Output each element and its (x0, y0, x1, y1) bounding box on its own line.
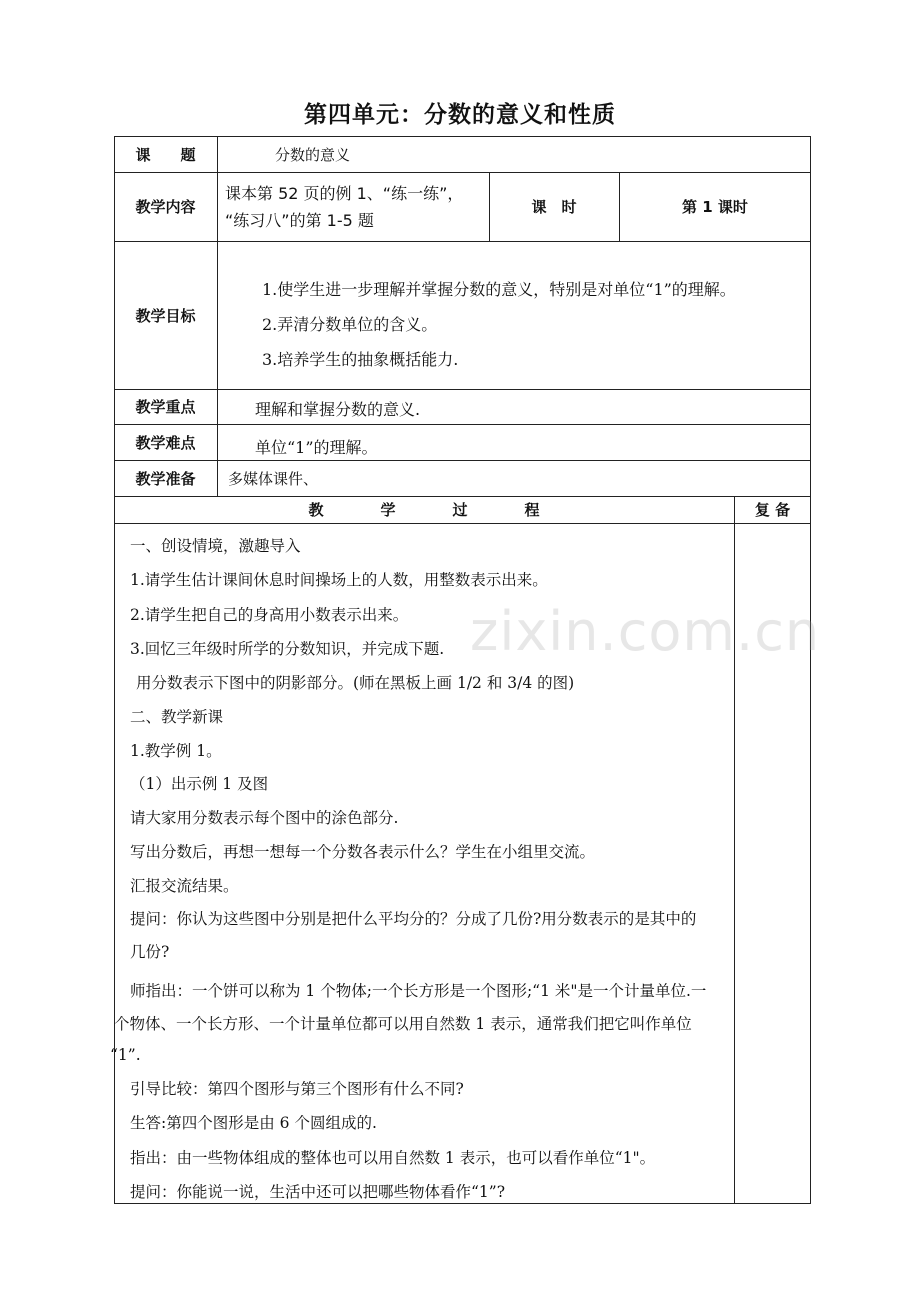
process-line: 用分数表示下图中的阴影部分。(师在黑板上画 1/2 和 3/4 的图) (136, 674, 575, 692)
process-line: 生答:第四个图形是由 6 个圆组成的. (130, 1114, 377, 1132)
process-line: 汇报交流结果。 (130, 877, 239, 895)
process-line: 一、创设情境，激趣导入 (130, 537, 301, 555)
content-value: 课本第 52 页的例 1、“练一练”， “练习八”的第 1-5 题 (225, 183, 464, 230)
page-title: 第四单元：分数的意义和性质 (304, 102, 616, 128)
process-line: （1）出示例 1 及图 (130, 775, 269, 793)
process-header: 教 学 过 程 (308, 501, 540, 519)
topic-value: 分数的意义 (275, 145, 351, 164)
process-line: 2.请学生把自己的身高用小数表示出来。 (130, 606, 409, 624)
key-label: 教学重点 (135, 398, 196, 416)
goals-label: 教学目标 (135, 306, 196, 325)
process-line: 引导比较：第四个图形与第三个图形有什么不同? (130, 1080, 464, 1098)
goal-item: 3.培养学生的抽象概括能力. (262, 350, 459, 369)
period-value: 第 1 课时 (682, 198, 748, 216)
process-line: 3.回忆三年级时所学的分数知识，并完成下题. (130, 640, 445, 658)
process-line: 1.教学例 1。 (130, 742, 222, 760)
review-label: 复 备 (754, 501, 791, 519)
process-line: 指出：由一些物体组成的整体也可以用自然数 1 表示，也可以看作单位“1"。 (130, 1149, 656, 1167)
goal-item: 1.使学生进一步理解并掌握分数的意义，特别是对单位“1”的理解。 (262, 280, 736, 299)
topic-label: 课 题 (135, 145, 196, 164)
process-line: 提问：你认为这些图中分别是把什么平均分的？分成了几份?用分数表示的是其中的 (130, 910, 697, 928)
key-value: 理解和掌握分数的意义. (255, 400, 421, 419)
period-label: 课 时 (531, 198, 577, 216)
difficulty-label: 教学难点 (135, 433, 196, 452)
process-line: 几份? (130, 943, 170, 961)
prep-value: 多媒体课件、 (228, 470, 319, 488)
goal-item: 2.弄清分数单位的含义。 (262, 315, 438, 334)
prep-label: 教学准备 (135, 470, 196, 488)
watermark: zixin.com.cn (470, 600, 821, 663)
content-label: 教学内容 (135, 198, 196, 216)
process-line: 请大家用分数表示每个图中的涂色部分. (130, 809, 399, 827)
process-line: 1.请学生估计课间休息时间操场上的人数，用整数表示出来。 (130, 571, 548, 589)
goals-list (262, 272, 811, 377)
process-line: 写出分数后，再想一想每一个分数各表示什么？学生在小组里交流。 (130, 843, 596, 861)
process-line: 二、教学新课 (130, 708, 224, 726)
process-line: 提问：你能说一说，生活中还可以把哪些物体看作“1”? (130, 1183, 506, 1201)
process-line: 个物体、一个长方形、一个计量单位都可以用自然数 1 表示，通常我们把它叫作单位 (114, 1015, 692, 1033)
process-line: “1”. (110, 1046, 141, 1064)
process-line: 师指出：一个饼可以称为 1 个物体;一个长方形是一个图形;“1 米"是一个计量单位.一 (130, 982, 707, 1000)
difficulty-value: 单位“1”的理解。 (255, 437, 378, 457)
